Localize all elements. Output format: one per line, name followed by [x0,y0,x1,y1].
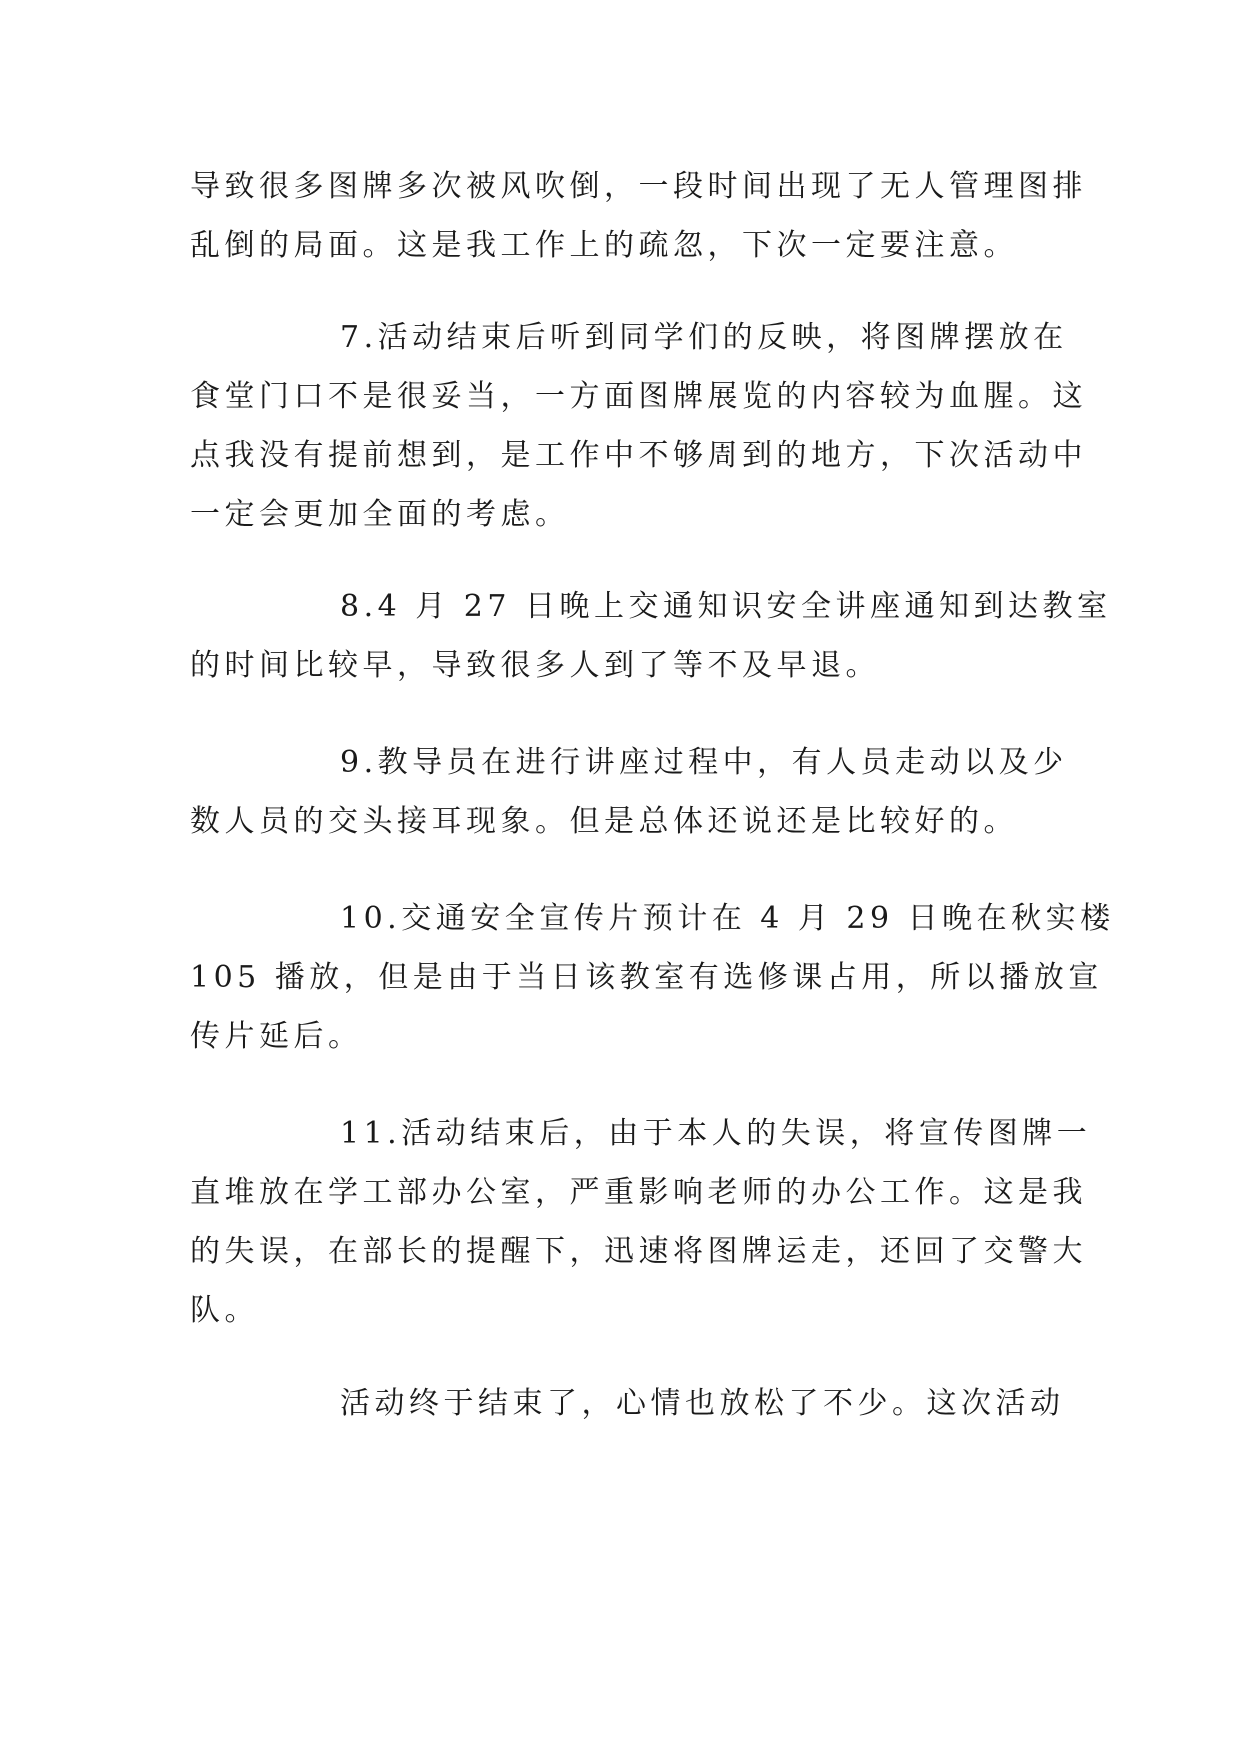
text-line: 的时间比较早，导致很多人到了等不及早退。 [190,648,880,683]
paragraph-closing [190,1374,1065,1433]
text-line: 传片延后。 [190,1019,363,1054]
text-line: 的失误，在部长的提醒下，迅速将图牌运走，还回了交警大 [190,1234,1087,1269]
text-line: 8.4 月 27 日晚上交通知识安全讲座通知到达教室 [340,589,1112,624]
text-line: 数人员的交头接耳现象。但是总体还说还是比较好的。 [190,804,1018,839]
text-line: 105 播放，但是由于当日该教室有选修课占用，所以播放宣 [190,960,1103,995]
paragraph-continuation [190,157,1087,275]
text-line: 队。 [190,1293,259,1328]
paragraph-item-9 [190,733,1068,851]
text-line: 直堆放在学工部办公室，严重影响老师的办公工作。这是我 [190,1175,1087,1210]
text-line: 11.活动结束后，由于本人的失误，将宣传图牌一 [340,1116,1092,1151]
paragraph-item-7 [190,308,1087,544]
text-line: 10.交通安全宣传片预计在 4 月 29 日晚在秋实楼 [340,901,1115,936]
text-line: 一定会更加全面的考虑。 [190,497,570,532]
text-line: 9.教导员在进行讲座过程中，有人员走动以及少 [340,745,1068,780]
text-line: 点我没有提前想到，是工作中不够周到的地方，下次活动中 [190,438,1087,473]
paragraph-item-11 [190,1104,1092,1340]
paragraph-item-8 [190,577,1112,695]
text-line: 导致很多图牌多次被风吹倒，一段时间出现了无人管理图排 [190,169,1087,204]
text-line: 7.活动结束后听到同学们的反映，将图牌摆放在 [340,320,1068,355]
paragraph-item-10 [190,889,1115,1066]
text-line: 乱倒的局面。这是我工作上的疏忽，下次一定要注意。 [190,228,1018,263]
text-line: 食堂门口不是很妥当，一方面图牌展览的内容较为血腥。这 [190,379,1087,414]
text-line: 活动终于结束了，心情也放松了不少。这次活动 [340,1386,1065,1421]
